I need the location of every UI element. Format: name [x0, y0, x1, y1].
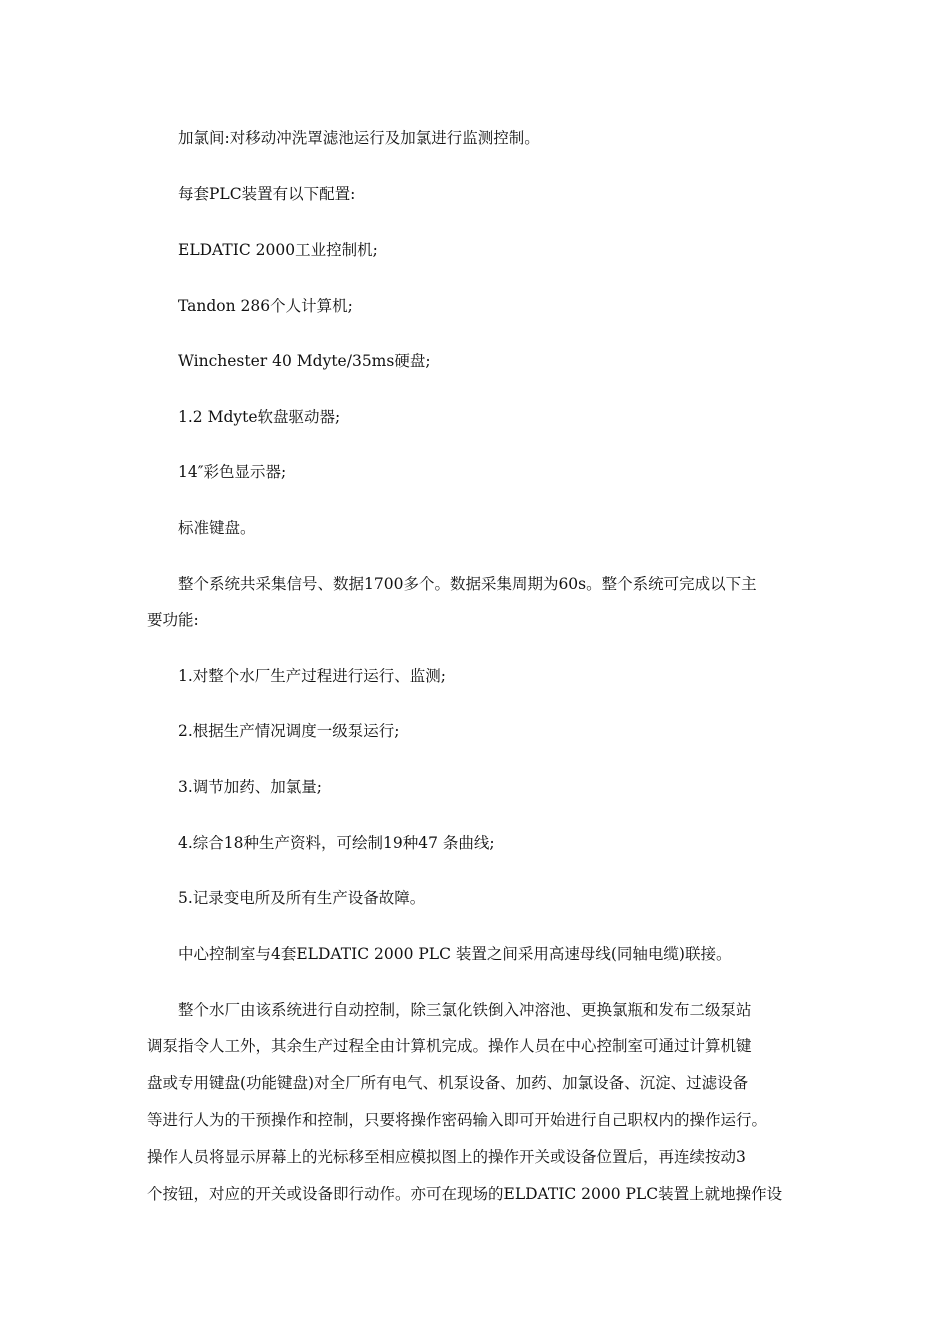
config-item-hard-disk: Winchester 40 Mdyte/35ms硬盘; — [178, 352, 431, 370]
paragraph-control-room-link: 中心控制室与4套ELDATIC 2000 PLC 装置之间采用高速母线(同轴电缆)联接。 — [178, 945, 732, 963]
paragraph-chlorination-room: 加氯间:对移动冲洗罩滤池运行及加氯进行监测控制。 — [178, 129, 540, 147]
paragraph-automation-line-6: 个按钮，对应的开关或设备即行动作。亦可在现场的ELDATIC 2000 PLC装置上就地操作设 — [147, 1185, 783, 1203]
config-item-floppy-drive: 1.2 Mdyte软盘驱动器; — [178, 408, 341, 426]
paragraph-automation-line-5: 操作人员将显示屏幕上的光标移至相应模拟图上的操作开关或设备位置后，再连续按动3 — [147, 1148, 746, 1166]
config-item-keyboard: 标准键盘。 — [178, 519, 256, 537]
config-item-computer: Tandon 286个人计算机; — [178, 297, 353, 315]
function-item-5: 5.记录变电所及所有生产设备故障。 — [178, 889, 426, 907]
function-item-3: 3.调节加药、加氯量; — [178, 778, 323, 796]
function-item-1: 1.对整个水厂生产过程进行运行、监测; — [178, 667, 447, 685]
paragraph-system-summary-line-2: 要功能: — [147, 611, 199, 629]
paragraph-automation-line-4: 等进行人为的干预操作和控制，只要将操作密码输入即可开始进行自己职权内的操作运行。 — [147, 1111, 768, 1129]
paragraph-system-summary-line-1: 整个系统共采集信号、数据1700多个。数据采集周期为60s。整个系统可完成以下主 — [178, 575, 757, 593]
function-item-4: 4.综合18种生产资料，可绘制19种47 条曲线; — [178, 834, 495, 852]
paragraph-automation-line-3: 盘或专用键盘(功能键盘)对全厂所有电气、机泵设备、加药、加氯设备、沉淀、过滤设备 — [147, 1074, 749, 1092]
paragraph-automation-line-2: 调泵指令人工外，其余生产过程全由计算机完成。操作人员在中心控制室可通过计算机键 — [147, 1037, 752, 1055]
function-item-2: 2.根据生产情况调度一级泵运行; — [178, 722, 400, 740]
paragraph-plc-config-intro: 每套PLC装置有以下配置: — [178, 185, 356, 203]
paragraph-automation-line-1: 整个水厂由该系统进行自动控制，除三氯化铁倒入冲溶池、更换氯瓶和发布二级泵站 — [178, 1001, 752, 1019]
config-item-controller: ELDATIC 2000工业控制机; — [178, 241, 378, 259]
config-item-color-monitor: 14″彩色显示器; — [178, 463, 287, 481]
